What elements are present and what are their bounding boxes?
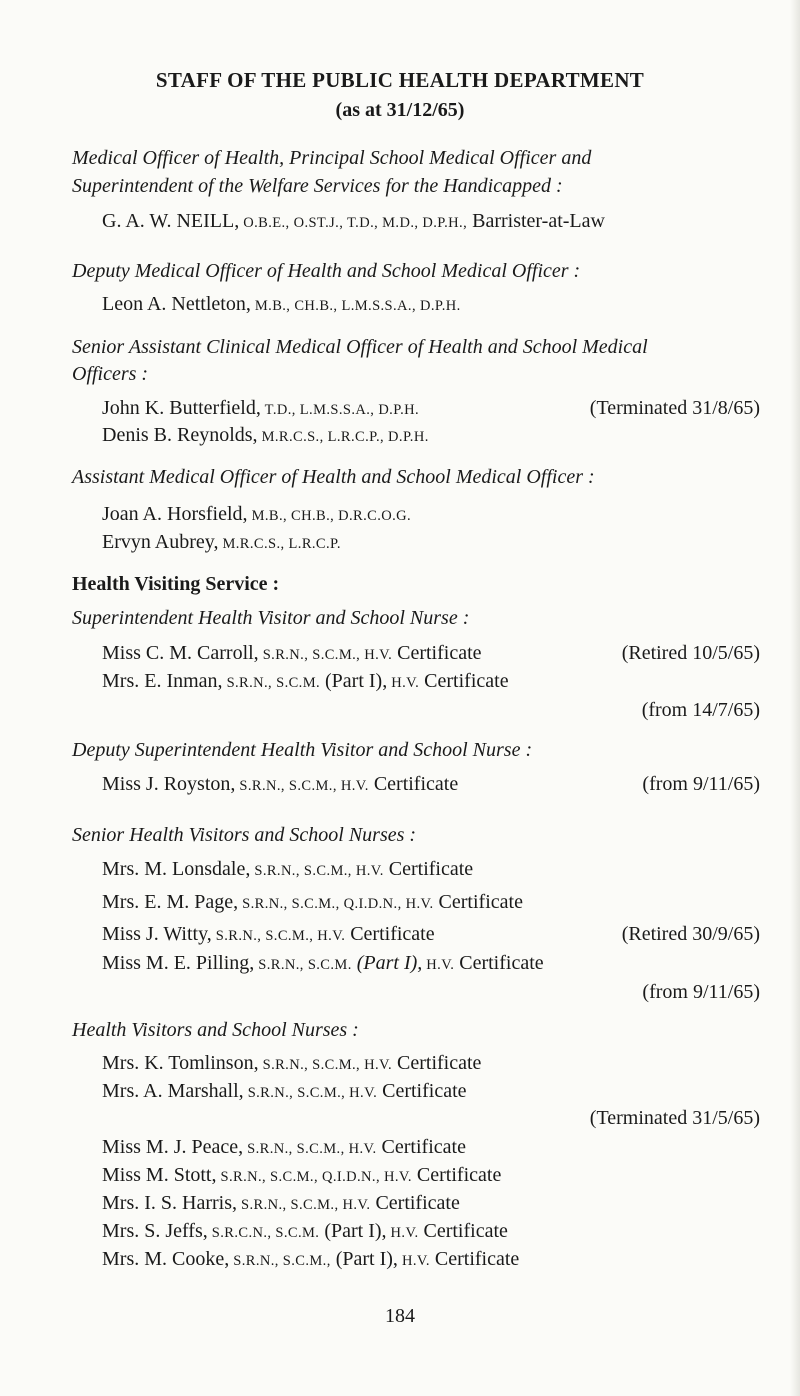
deputy-superintendent-entry [102,773,760,796]
hv-entry-4 [102,1164,760,1187]
page-edge-shadow [790,0,800,1396]
staff-qualifications: M.B., CH.B., L.M.S.S.A., D.P.H. [250,298,461,314]
staff-qualifications: O.B.E., O.ST.J., T.D., M.D., D.P.H., [239,215,468,231]
staff-name: Miss M. Stott, [102,1164,217,1186]
staff-qualifications: S.R.N., S.C.M. [222,675,321,691]
staff-certificate: Certificate [392,642,482,664]
staff-name: Mrs. E. Inman, [102,670,223,692]
senior-heading-line-2: Officers : [72,363,149,385]
staff-part: (Part I), [351,952,423,974]
staff-name: Miss C. M. Carroll, [102,642,259,664]
staff-name: Mrs. K. Tomlinson, [102,1052,259,1074]
senior-entry-1 [102,397,760,420]
staff-certificate: Certificate [345,923,435,945]
staff-certificate: Certificate [383,858,474,880]
senior-entry-2 [102,424,760,447]
deputy-heading: Deputy Medical Officer of Health and School Medical Officer : [72,260,581,282]
superintendent-entry-1 [102,642,760,665]
staff-status-note: (Retired 30/9/65) [621,923,760,945]
staff-certificate: Certificate [418,1220,508,1242]
staff-qualifications: S.R.N., S.C.M., H.V. [243,1085,378,1101]
moh-entry [102,210,760,233]
hv-entry-7 [102,1248,760,1271]
staff-certificate: Certificate [419,670,509,692]
page-title: STAFF OF THE PUBLIC HEALTH DEPARTMENT [155,68,645,92]
page-number: 184 [385,1305,415,1327]
staff-qualifications: M.B., CH.B., D.R.C.O.G. [247,508,412,524]
staff-qualifications: S.R.N., S.C.M., Q.I.D.N., H.V. [238,896,434,912]
staff-name: Mrs. A. Marshall, [102,1080,244,1102]
moh-heading-line-2: Superintendent of the Welfare Services for the Handicapped : [72,175,563,197]
deputy-entry [102,293,760,316]
senior-hv-entry-3 [102,923,760,946]
moh-heading-line-1: Medical Officer of Health, Principal School Medical Officer and [72,147,592,169]
health-visiting-heading: Health Visiting Service : [72,573,280,595]
staff-qualifications: S.R.N., S.C.M., H.V. [235,778,369,794]
staff-qualifications: S.R.N., S.C.M., H.V. [243,1141,377,1157]
staff-name: G. A. W. NEILL, [102,210,240,232]
superintendent-entry-2 [102,670,760,693]
staff-qualifications-2: H.V. [386,1225,419,1241]
senior-hv-entry-4-note: (from 9/11/65) [642,981,760,1003]
deputy-superintendent-heading: Deputy Superintendent Health Visitor and School Nurse : [72,739,533,761]
staff-name: Mrs. M. Lonsdale, [102,858,251,880]
staff-qualifications-2: H.V. [422,957,455,973]
staff-status-note: (Retired 10/5/65) [621,642,760,664]
staff-qualifications-2: H.V. [397,1253,430,1269]
hv-entry-2 [102,1080,760,1103]
hv-entry-3 [102,1136,760,1159]
staff-name: Mrs. I. S. Harris, [102,1192,237,1214]
page-subtitle: (as at 31/12/65) [335,99,465,121]
senior-hv-entry-4 [102,952,760,975]
health-visitors-heading: Health Visitors and School Nurses : [72,1019,359,1041]
staff-certificate: Certificate [454,952,544,974]
staff-qualifications: S.R.N., S.C.M., H.V. [211,928,346,944]
staff-part: (Part I), [330,1248,398,1270]
staff-name: John K. Butterfield, [102,397,261,419]
superintendent-heading: Superintendent Health Visitor and School Nurse : [72,607,470,629]
staff-name: Mrs. E. M. Page, [102,891,239,913]
superintendent-entry-2-note: (from 14/7/65) [641,699,760,721]
staff-part: (Part I), [319,1220,387,1242]
staff-qualifications: S.R.N., S.C.M., H.V. [258,1057,393,1073]
staff-qualifications: S.R.C.N., S.C.M. [207,1225,320,1241]
senior-health-visitors-heading: Senior Health Visitors and School Nurses : [72,824,417,846]
staff-certificate: Certificate [370,1192,460,1214]
staff-qualifications: S.R.N., S.C.M., H.V. [258,647,393,663]
staff-name: Miss J. Royston, [102,773,236,795]
staff-certificate: Certificate [376,1136,466,1158]
hv-entry-2-note: (Terminated 31/5/65) [589,1107,760,1129]
staff-name: Denis B. Reynolds, [102,424,258,446]
hv-entry-1 [102,1052,760,1075]
staff-qualifications: S.R.N., S.C.M., H.V. [237,1197,371,1213]
staff-certificate: Certificate [377,1080,467,1102]
staff-qualifications: S.R.N., S.C.M., Q.I.D.N., H.V. [216,1169,412,1185]
staff-certificate: Certificate [429,1248,520,1270]
staff-certificate: Certificate [433,891,523,913]
staff-name: Mrs. S. Jeffs, [102,1220,208,1242]
hv-entry-5 [102,1192,760,1215]
staff-name: Miss M. E. Pilling, [102,952,255,974]
senior-hv-entry-1 [102,858,760,881]
assistant-entry-1 [102,503,760,526]
staff-name: Miss J. Witty, [102,923,212,945]
senior-hv-entry-2 [102,891,760,914]
staff-certificate: Certificate [368,773,459,795]
staff-name: Mrs. M. Cooke, [102,1248,230,1270]
staff-certificate: Certificate [411,1164,502,1186]
staff-title: Barrister-at-Law [467,210,605,232]
staff-qualifications: S.R.N., S.C.M., [229,1253,331,1269]
assistant-heading: Assistant Medical Officer of Health and School Medical Officer : [72,466,595,488]
staff-status-note: (Terminated 31/8/65) [589,397,760,419]
staff-qualifications: M.R.C.S., L.R.C.P. [218,536,341,552]
staff-name: Miss M. J. Peace, [102,1136,244,1158]
staff-certificate: Certificate [392,1052,482,1074]
staff-name: Joan A. Horsfield, [102,503,248,525]
staff-status-note: (from 9/11/65) [642,773,760,795]
staff-name: Leon A. Nettleton, [102,293,251,315]
senior-heading-line-1: Senior Assistant Clinical Medical Officer of Health and School Medical [72,336,648,358]
hv-entry-6 [102,1220,760,1243]
staff-qualifications: S.R.N., S.C.M., H.V. [250,863,384,879]
staff-qualifications: M.R.C.S., L.R.C.P., D.P.H. [257,429,429,445]
staff-part: (Part I), [320,670,388,692]
staff-qualifications: T.D., L.M.S.S.A., D.P.H. [260,402,419,418]
staff-qualifications-2: H.V. [387,675,420,691]
assistant-entry-2 [102,531,760,554]
staff-name: Ervyn Aubrey, [102,531,219,553]
staff-qualifications: S.R.N., S.C.M. [254,957,352,973]
